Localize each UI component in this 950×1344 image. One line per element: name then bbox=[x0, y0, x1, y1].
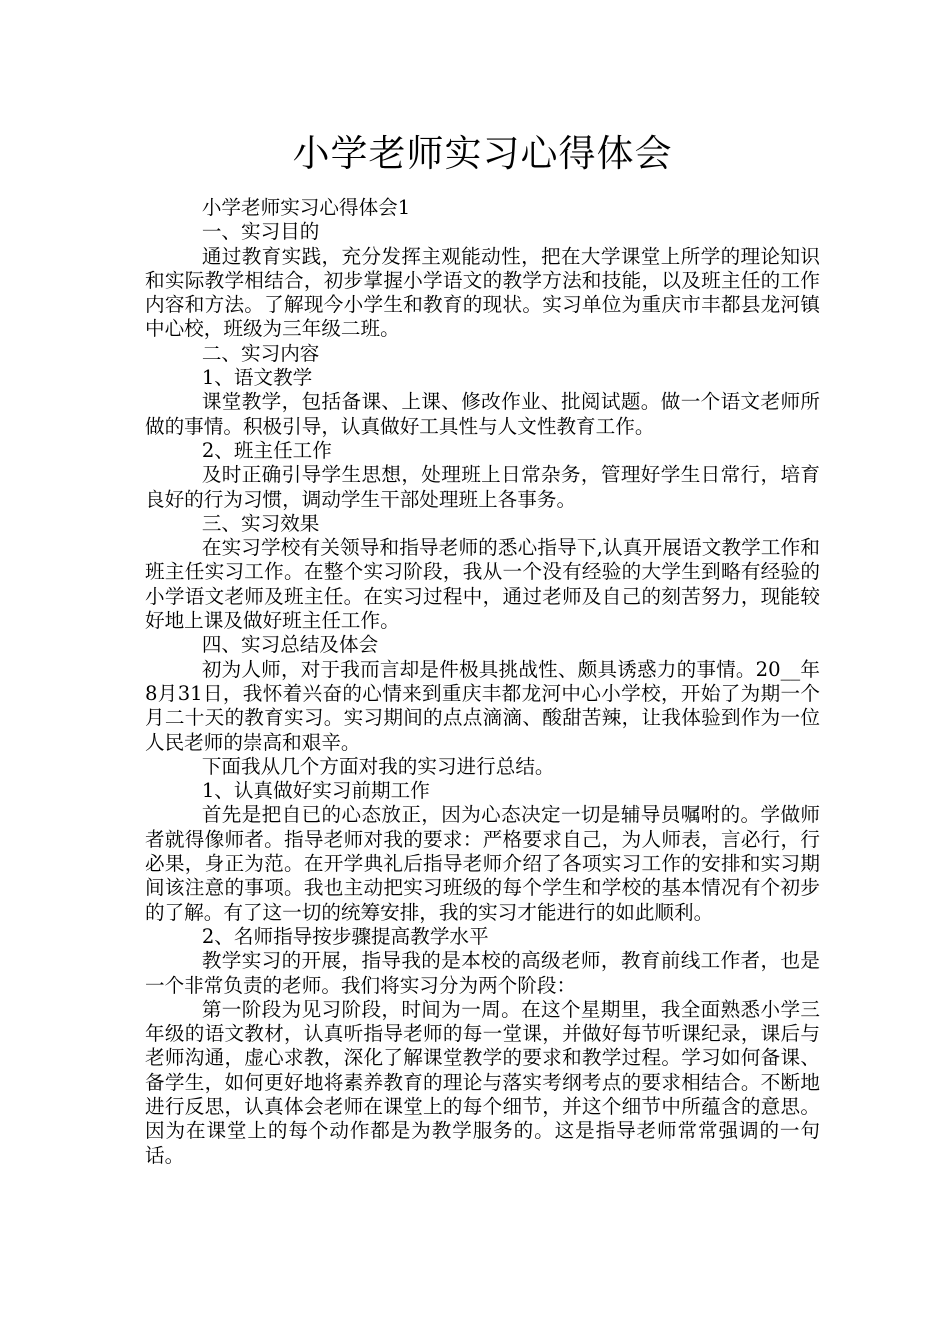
section-heading: 小学老师实习心得体会1 bbox=[201, 196, 411, 219]
paragraph: 教学实习的开展，指导我的是本校的高级老师，教育前线工作者，也是一个非常负责的老师。我们将实习分为两个阶段： bbox=[145, 949, 820, 997]
subsection-heading: 1、认真做好实习前期工作 bbox=[201, 779, 430, 803]
document-title: 小学老师实习心得体会 bbox=[292, 132, 673, 175]
paragraph: 及时正确引导学生思想，处理班上日常杂务，管理好学生日常行，培育良好的行为习惯，调动学生干部处理班上各事务。 bbox=[145, 463, 820, 511]
document-body bbox=[145, 196, 820, 1168]
paragraph: 课堂教学，包括备课、上课、修改作业、批阅试题。做一个语文老师所做的事情。积极引导，认真做好工具性与人文性教育工作。 bbox=[145, 390, 820, 438]
document-page bbox=[145, 0, 820, 1344]
paragraph: 首先是把自已的心态放正，因为心态决定一切是辅导员嘱咐的。学做师者就得像师者。指导老师对我的要求：严格要求自己，为人师表，言必行，行必果，身正为范。在开学典礼后指导老师介绍了各项实习工作的安排和实习期间该注意的事项。我也主动把实习班级的每个学生和学校的基本情况有个初步的了解。有了这一切的统筹安排，我的实习才能进行的如此顺利。 bbox=[145, 803, 820, 924]
subsection-heading: 1、语文教学 bbox=[201, 366, 313, 390]
section-heading: 二、实习内容 bbox=[201, 341, 320, 365]
subsection-heading: 2、班主任工作 bbox=[201, 438, 332, 462]
paragraph: 下面我从几个方面对我的实习进行总结。 bbox=[201, 754, 555, 778]
paragraph: 通过教育实践，充分发挥主观能动性，把在大学课堂上所学的理论知识和实际教学相结合，初步掌握小学语文的教学方法和技能，以及班主任的工作内容和方法。了解现今小学生和教育的现状。实习单位为重庆市丰都县龙河镇中心校，班级为三年级二班。 bbox=[145, 244, 820, 341]
section-heading: 四、实习总结及体会 bbox=[201, 633, 379, 657]
paragraph: 第一阶段为见习阶段，时间为一周。在这个星期里，我全面熟悉小学三年级的语文教材，认真听指导老师的每一堂课，并做好每节听课纪录，课后与老师沟通，虚心求教，深化了解课堂教学的要求和教学过程。学习如何备课、备学生，如何更好地将素养教育的理论与落实考纲考点的要求相结合。不断地进行反思，认真体会老师在课堂上的每个细节，并这个细节中所蕴含的意思。因为在课堂上的每个动作都是为教学服务的。这是指导老师常常强调的一句话。 bbox=[145, 997, 820, 1167]
paragraph: 初为人师，对于我而言却是件极具挑战性、颇具诱惑力的事情。20__年8月31日，我怀着兴奋的心情来到重庆丰都龙河中心小学校，开始了为期一个月二十天的教育实习。实习期间的点点滴滴、酸甜苦辣，让我体验到作为一位人民老师的崇高和艰辛。 bbox=[145, 657, 820, 754]
paragraph: 在实习学校有关领导和指导老师的悉心指导下,认真开展语文教学工作和班主任实习工作。在整个实习阶段，我从一个没有经验的大学生到略有经验的小学语文老师及班主任。在实习过程中，通过老师及自己的刻苦努力，现能较好地上课及做好班主任工作。 bbox=[145, 536, 820, 633]
section-heading: 一、实习目的 bbox=[201, 220, 320, 244]
subsection-heading: 2、名师指导按步骤提高教学水平 bbox=[201, 924, 489, 948]
section-heading: 三、实习效果 bbox=[201, 511, 320, 535]
